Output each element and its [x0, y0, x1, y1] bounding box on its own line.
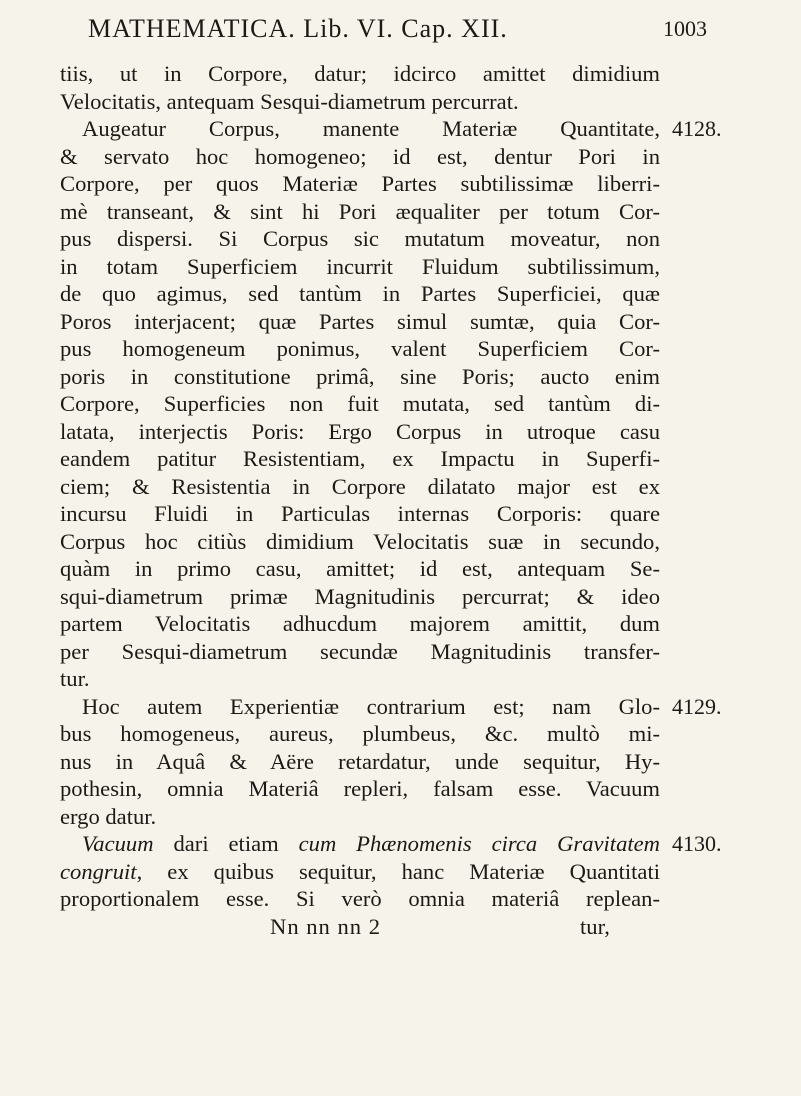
line-text: quàm in primo casu, amittet; id est, antequam Se- — [60, 556, 660, 581]
line-text: proportionalem esse. Si verò omnia materiâ replean- — [60, 886, 660, 911]
paragraph-number: 4128. — [672, 116, 722, 141]
line-text: Corpore, per quos Materiæ Partes subtilissimæ liberri- — [60, 171, 660, 196]
text-line-29 — [60, 830, 722, 858]
text-line-13 — [60, 390, 660, 418]
line-text: incursu Fluidi in Particulas internas Corporis: quare — [60, 501, 660, 526]
line-text: Corpore, Superficies non fuit mutata, sed tantùm di- — [60, 391, 660, 416]
text-line-20 — [60, 583, 660, 611]
text-line-14 — [60, 418, 660, 446]
text-line-8 — [60, 253, 660, 281]
line-text: de quo agimus, sed tantùm in Partes Superficiei, quæ — [60, 281, 660, 306]
paragraph-number-4130: 4130. — [672, 831, 722, 856]
line-text: squi-diametrum primæ Magnitudinis percurrat; & ideo — [60, 583, 660, 609]
line-text: Corpus hoc citiùs dimidium Velocitatis suæ in secundo, — [60, 528, 660, 554]
italic-congruit: congruit — [60, 858, 137, 884]
roman-dari-etiam: dari etiam — [153, 831, 299, 856]
line-text: Hoc autem Experientiæ contrarium est; nam Glo- — [82, 693, 660, 719]
text-line-9 — [60, 280, 660, 308]
text-line-24 — [60, 693, 722, 721]
text-line-12 — [60, 363, 660, 391]
page-number: 1003 — [663, 16, 707, 41]
line-text: in totam Superficiem incurrit Fluidum subtilissimum, — [60, 253, 660, 279]
paragraph-number: 4129. — [672, 693, 722, 719]
text-line-30 — [60, 858, 660, 886]
text-line-21 — [60, 610, 660, 638]
catchword: tur, — [580, 913, 610, 939]
line-text: latata, interjectis Poris: Ergo Corpus in utroque casu — [60, 418, 660, 444]
text-line-22 — [60, 638, 660, 666]
running-title: MATHEMATICA. Lib. VI. Cap. XII. — [88, 14, 508, 43]
text-line-10 — [60, 308, 660, 336]
text-line-19 — [60, 555, 660, 583]
text-line-25 — [60, 720, 660, 748]
line-text: mè transeant, & sint hi Pori æqualiter per totum Cor- — [60, 198, 660, 224]
running-header — [88, 14, 707, 44]
line-text: ergo datur. — [60, 803, 157, 829]
signature-mark: Nn nn nn 2 — [270, 913, 382, 939]
text-line-17 — [60, 500, 660, 528]
line-text: & servato hoc homogeneo; id est, dentur Pori in — [60, 143, 660, 169]
line-text: tiis, ut in Corpore, datur; idcirco amittet dimidium — [60, 61, 660, 86]
text-line-7 — [60, 225, 660, 253]
line-text: eandem patitur Resistentiam, ex Impactu in Superfi- — [60, 446, 660, 471]
line-text: Velocitatis, antequam Sesqui-diametrum percurrat. — [60, 88, 519, 114]
line-text: per Sesqui-diametrum secundæ Magnitudinis transfer- — [60, 638, 660, 664]
text-line-11 — [60, 335, 660, 363]
signature-line — [60, 913, 660, 941]
italic-vacuum: Vacuum — [82, 831, 154, 856]
line-text: ciem; & Resistentia in Corpore dilatato major est ex — [60, 473, 660, 499]
line-text: Augeatur Corpus, manente Materiæ Quantitate, — [82, 116, 660, 141]
roman-ex-quibus: , ex quibus sequitur, hanc Materiæ Quantitati — [136, 858, 660, 884]
line-text: pus homogeneum ponimus, valent Superficiem Cor- — [60, 336, 660, 361]
line-text: Poros interjacent; quæ Partes simul sumtæ, quia Cor- — [60, 308, 660, 334]
line-text: poris in constitutione primâ, sine Poris; aucto enim — [60, 363, 660, 389]
line-text: pus dispersi. Si Corpus sic mutatum moveatur, non — [60, 226, 660, 251]
text-line-4 — [60, 143, 660, 171]
line-text: pothesin, omnia Materiâ repleri, falsam esse. Vacuum — [60, 776, 660, 801]
text-line-16 — [60, 473, 660, 501]
body-text — [60, 60, 722, 940]
line-text: bus homogeneus, aureus, plumbeus, &c. multò mi- — [60, 721, 660, 746]
text-line-1 — [60, 60, 660, 88]
text-line-26 — [60, 748, 660, 776]
text-line-3 — [60, 115, 722, 143]
text-line-2 — [60, 88, 660, 116]
text-line-27 — [60, 775, 660, 803]
text-line-6 — [60, 198, 660, 226]
text-line-18 — [60, 528, 660, 556]
text-line-23 — [60, 665, 660, 693]
text-line-28 — [60, 803, 660, 831]
text-line-5 — [60, 170, 660, 198]
text-line-31 — [60, 885, 660, 913]
line-text: nus in Aquâ & Aëre retardatur, unde sequitur, Hy- — [60, 748, 660, 774]
text-line-15 — [60, 445, 660, 473]
line-text: partem Velocitatis adhucdum majorem amittit, dum — [60, 611, 660, 636]
italic-cum-phaenomenis: cum Phænomenis circa Gravitatem — [298, 831, 660, 856]
line-text: tur. — [60, 666, 90, 691]
